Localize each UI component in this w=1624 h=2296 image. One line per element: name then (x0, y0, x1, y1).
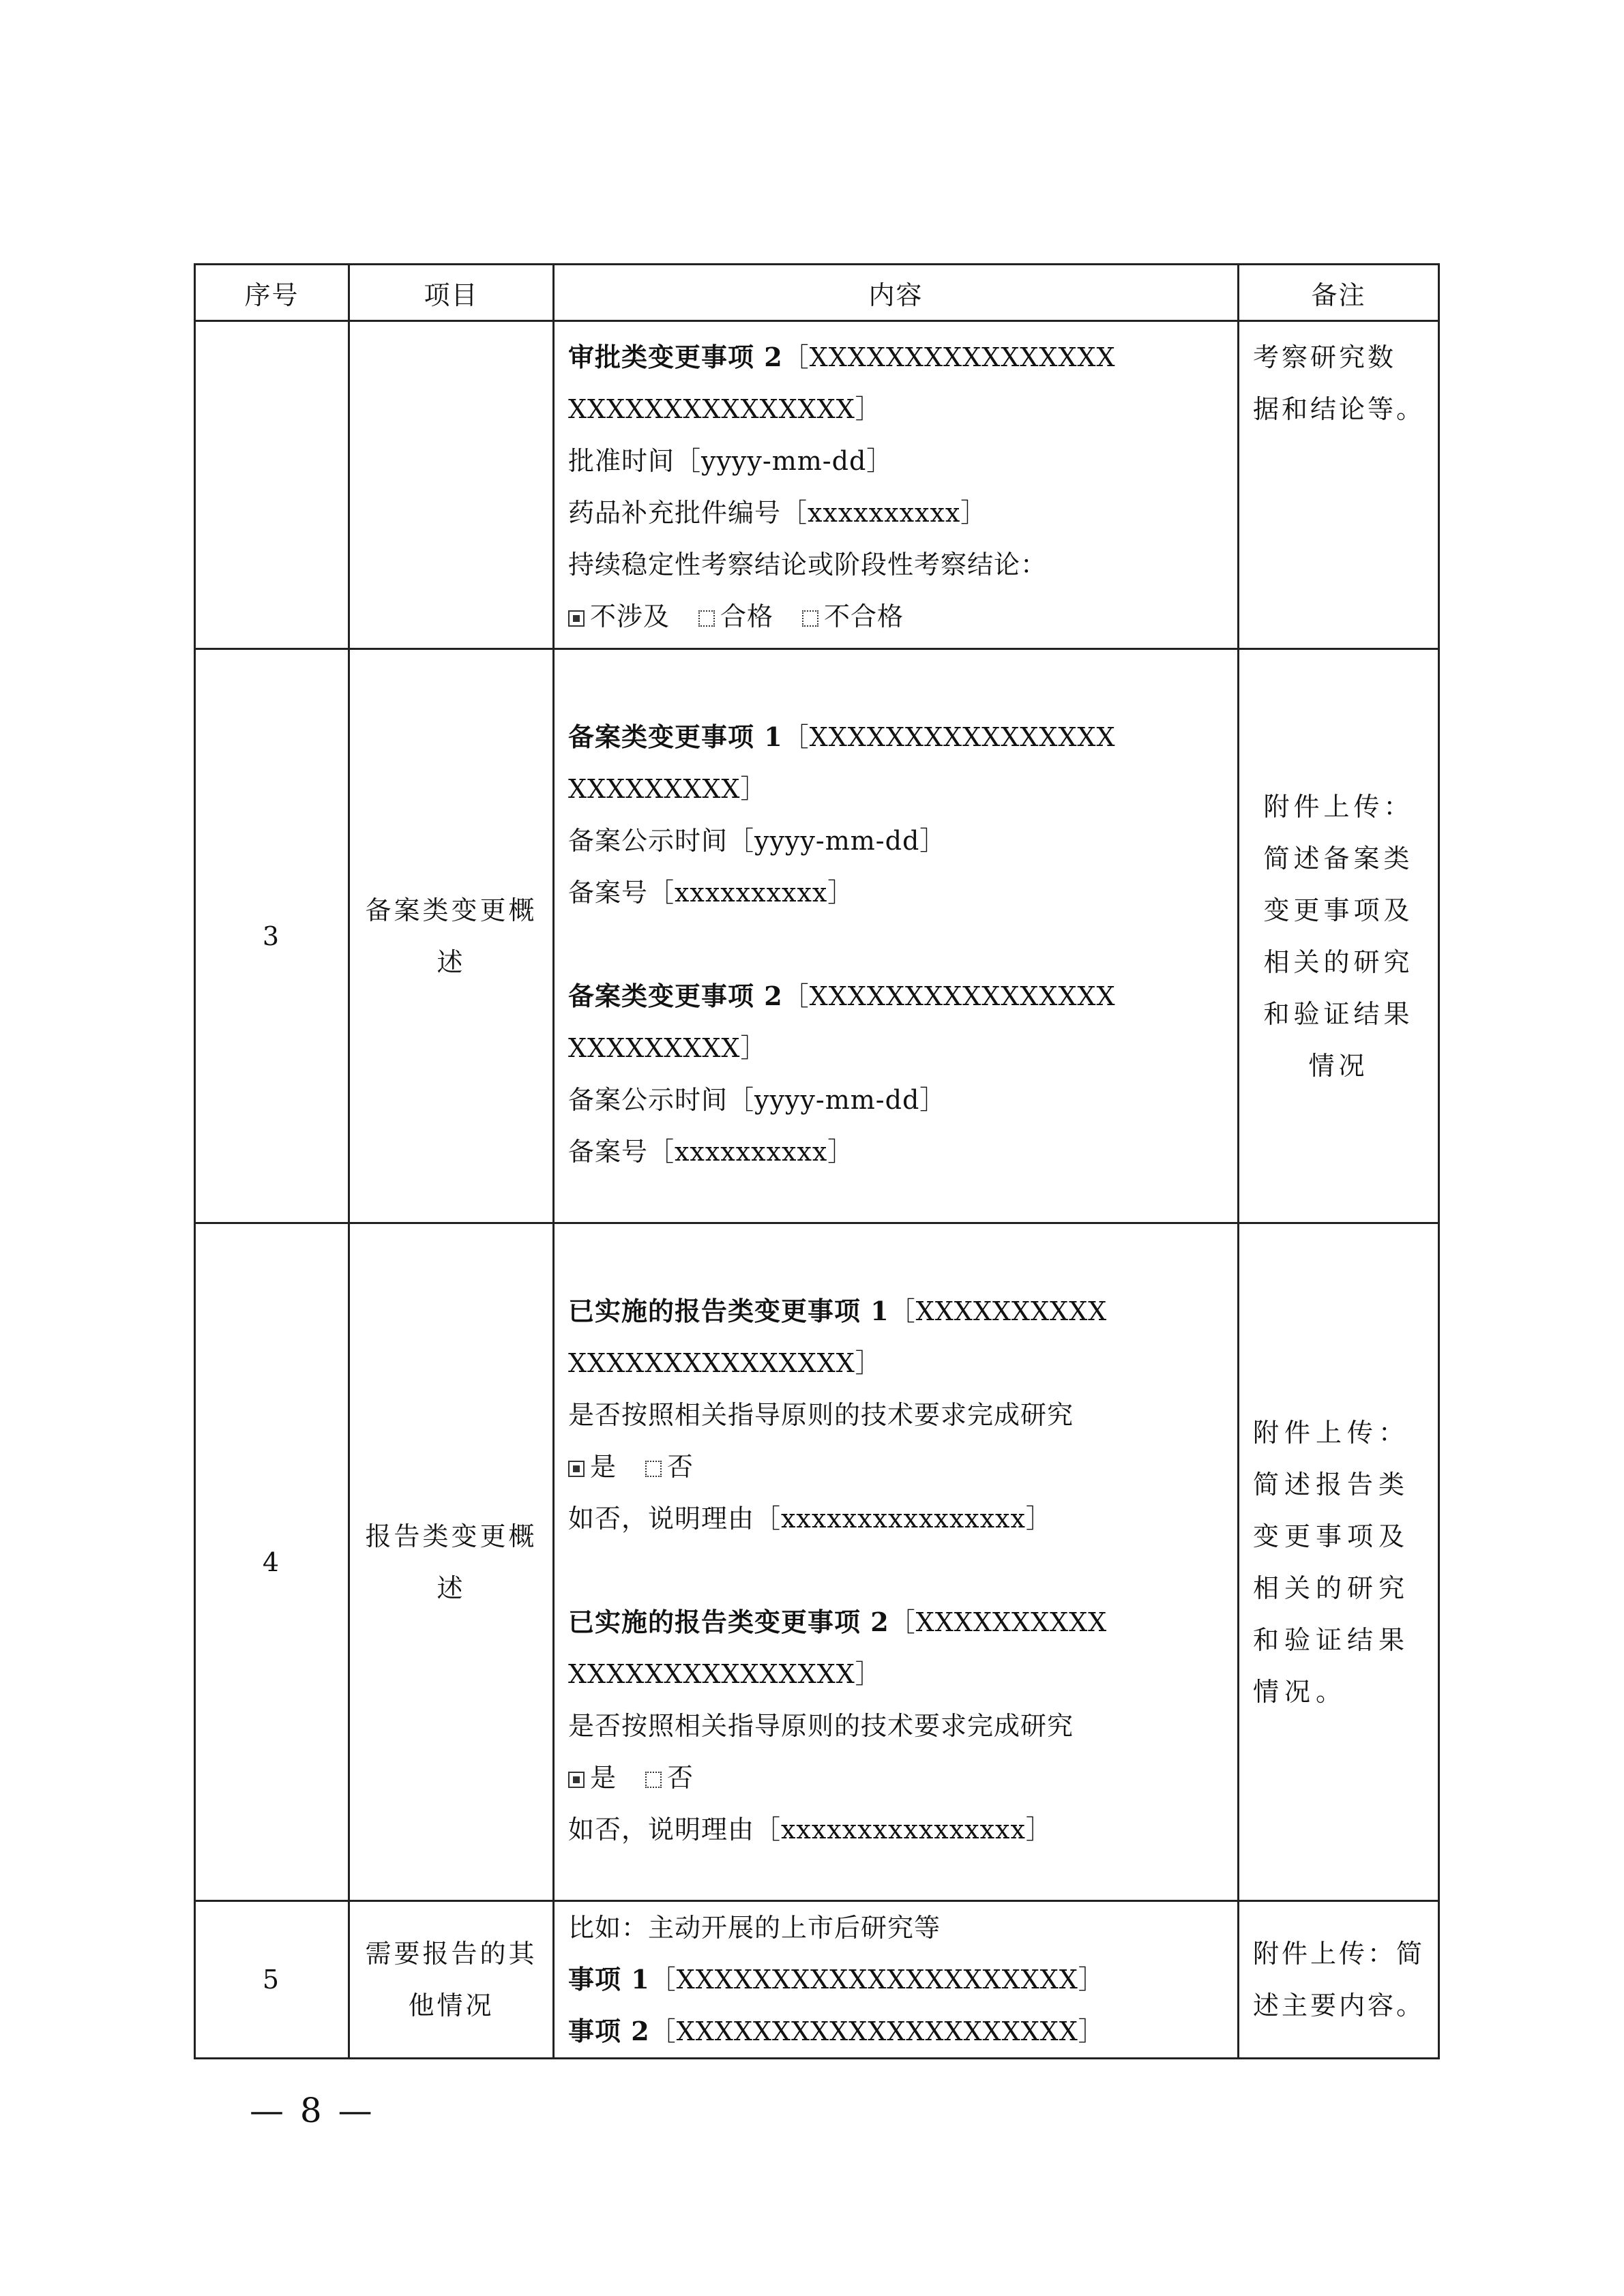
note-line: 附件上传： (1263, 791, 1414, 822)
filing-item2-title: 备案类变更事项 2 (568, 981, 783, 1011)
filing-item2-time: 备案公示时间［yyyy-mm-dd］ (568, 1085, 947, 1115)
filing-item2-number: 备案号［xxxxxxxxxx］ (568, 1137, 855, 1167)
report-item1-reason: 如否，说明理由［xxxxxxxxxxxxxxxx］ (568, 1504, 1052, 1534)
report-item2-question: 是否按照相关指导原则的技术要求完成研究 (568, 1711, 1074, 1741)
report-item2-value-2: XXXXXXXXXXXXXXX］ (568, 1659, 882, 1689)
option-no[interactable] (645, 1763, 694, 1793)
change-summary-table (194, 263, 1440, 2059)
item-line: 述 (437, 946, 466, 977)
checkbox-empty-icon[interactable] (645, 1772, 662, 1788)
option-unqualified-label: 不合格 (824, 601, 904, 631)
note-line: 情况 (1308, 1050, 1369, 1081)
filing-item1-title: 备案类变更事项 1 (568, 721, 783, 752)
other-item2-value: ［XXXXXXXXXXXXXXXXXXXXX］ (649, 2016, 1105, 2046)
spacer (568, 1545, 1224, 1596)
other-item1-value: ［XXXXXXXXXXXXXXXXXXXXX］ (649, 1965, 1105, 1995)
row-filing-content (554, 649, 1239, 1223)
approval-item-value-2: XXXXXXXXXXXXXXX］ (568, 394, 882, 424)
option-no-label: 否 (667, 1763, 694, 1793)
item-line: 述 (437, 1572, 466, 1603)
filing-item2-value-2: XXXXXXXXX］ (568, 1033, 767, 1063)
row-filing-no: 3 (195, 649, 349, 1223)
stability-label: 持续稳定性考察结论或阶段性考察结论： (568, 550, 1048, 580)
item-line: 备案类变更概 (365, 895, 537, 925)
row-other-content (554, 1901, 1239, 2059)
table-header-row (195, 265, 1439, 321)
option-not-applicable[interactable] (568, 601, 670, 631)
table-row-report (195, 1223, 1439, 1901)
report-item2-value-1: ［XXXXXXXXXX (889, 1607, 1108, 1637)
report-item1-value-2: XXXXXXXXXXXXXXX］ (568, 1348, 882, 1378)
option-unqualified[interactable] (802, 601, 904, 631)
row-report-item (349, 1223, 554, 1901)
option-yes-label: 是 (590, 1763, 617, 1793)
filing-item1-number: 备案号［xxxxxxxxxx］ (568, 878, 855, 908)
filing-item1-value-1: ［XXXXXXXXXXXXXXXX (782, 722, 1116, 752)
row-filing-item (349, 649, 554, 1223)
approval-title-line (568, 331, 1224, 383)
table-row-filing (195, 649, 1439, 1223)
header-content: 内容 (554, 265, 1239, 321)
header-no: 序号 (195, 265, 349, 321)
item-line: 他情况 (408, 1991, 494, 2021)
option-yes[interactable] (568, 1763, 617, 1793)
checkbox-checked-icon[interactable] (568, 610, 585, 627)
row-other-no: 5 (195, 1901, 349, 2059)
report-item2-options (568, 1752, 1224, 1804)
report-item1-title: 已实施的报告类变更事项 1 (568, 1296, 889, 1326)
row-approval-item (349, 321, 554, 649)
approval-time: 批准时间［yyyy-mm-dd］ (568, 446, 894, 476)
row-report-note (1239, 1223, 1439, 1901)
row-other-item (349, 1901, 554, 2059)
checkbox-checked-icon[interactable] (568, 1461, 585, 1477)
item-line: 需要报告的其 (365, 1939, 537, 1969)
note-line: 相关的研究 (1263, 946, 1414, 977)
filing-item2-value-1: ［XXXXXXXXXXXXXXXX (782, 981, 1116, 1011)
note-line: 述主要内容。 (1253, 1991, 1426, 2021)
report-item2-title: 已实施的报告类变更事项 2 (568, 1607, 889, 1637)
note-line: 变更事项及 (1263, 895, 1414, 925)
option-no[interactable] (645, 1452, 694, 1482)
note-line: 附件上传：简 (1253, 1939, 1426, 1969)
option-no-label: 否 (667, 1452, 694, 1482)
option-yes[interactable] (568, 1452, 617, 1482)
table-row-approval (195, 321, 1439, 649)
checkbox-empty-icon[interactable] (645, 1461, 662, 1477)
note-line: 据和结论等。 (1253, 394, 1426, 424)
note-line: 附件上传： (1253, 1417, 1411, 1448)
note-line: 和验证结果 (1263, 998, 1414, 1029)
option-qualified[interactable] (698, 601, 773, 631)
page-number: — 8 — (250, 2091, 375, 2130)
header-item: 项目 (349, 265, 554, 321)
note-line: 简述备案类 (1263, 843, 1414, 874)
supplement-number: 药品补充批件编号［xxxxxxxxxx］ (568, 498, 988, 528)
row-approval-no (195, 321, 349, 649)
row-filing-note (1239, 649, 1439, 1223)
filing-item1-value-2: XXXXXXXXX］ (568, 774, 767, 804)
report-item1-options (568, 1441, 1224, 1493)
option-qualified-label: 合格 (720, 601, 774, 631)
row-approval-note (1239, 321, 1439, 649)
report-item1-value-1: ［XXXXXXXXXX (889, 1296, 1108, 1326)
spacer (568, 919, 1224, 970)
checkbox-empty-icon[interactable] (802, 610, 818, 627)
stability-options (568, 591, 1224, 642)
approval-item-title: 审批类变更事项 2 (568, 342, 783, 372)
report-item2-title-line (568, 1596, 1224, 1648)
note-line: 情况。 (1253, 1676, 1348, 1707)
checkbox-empty-icon[interactable] (698, 610, 715, 627)
report-item2-reason: 如否，说明理由［xxxxxxxxxxxxxxxx］ (568, 1815, 1052, 1845)
note-line: 变更事项及 (1253, 1521, 1411, 1551)
row-other-note (1239, 1901, 1439, 2059)
row-report-no: 4 (195, 1223, 349, 1901)
row-report-content (554, 1223, 1239, 1901)
filing-item1-time: 备案公示时间［yyyy-mm-dd］ (568, 826, 947, 856)
filing-item1-title-line (568, 711, 1224, 763)
report-item1-question: 是否按照相关指导原则的技术要求完成研究 (568, 1400, 1074, 1430)
other-item2-line (568, 2006, 1224, 2057)
other-example: 比如：主动开展的上市后研究等 (568, 1913, 941, 1943)
note-line: 和验证结果 (1253, 1624, 1411, 1655)
checkbox-checked-icon[interactable] (568, 1772, 585, 1788)
report-item1-title-line (568, 1285, 1224, 1337)
filing-item2-title-line (568, 970, 1224, 1022)
table-row-other (195, 1901, 1439, 2059)
note-line: 考察研究数 (1253, 342, 1397, 372)
other-item1-label: 事项 1 (568, 1964, 650, 1995)
approval-item-value-1: ［XXXXXXXXXXXXXXXX (782, 342, 1116, 372)
option-not-applicable-label: 不涉及 (590, 601, 670, 631)
item-line: 报告类变更概 (365, 1521, 537, 1551)
option-yes-label: 是 (590, 1452, 617, 1482)
other-item2-label: 事项 2 (568, 2016, 650, 2046)
note-line: 简述报告类 (1253, 1469, 1411, 1500)
other-item1-line (568, 1954, 1224, 2006)
note-line: 相关的研究 (1253, 1572, 1411, 1603)
header-note: 备注 (1239, 265, 1439, 321)
row-approval-content (554, 321, 1239, 649)
